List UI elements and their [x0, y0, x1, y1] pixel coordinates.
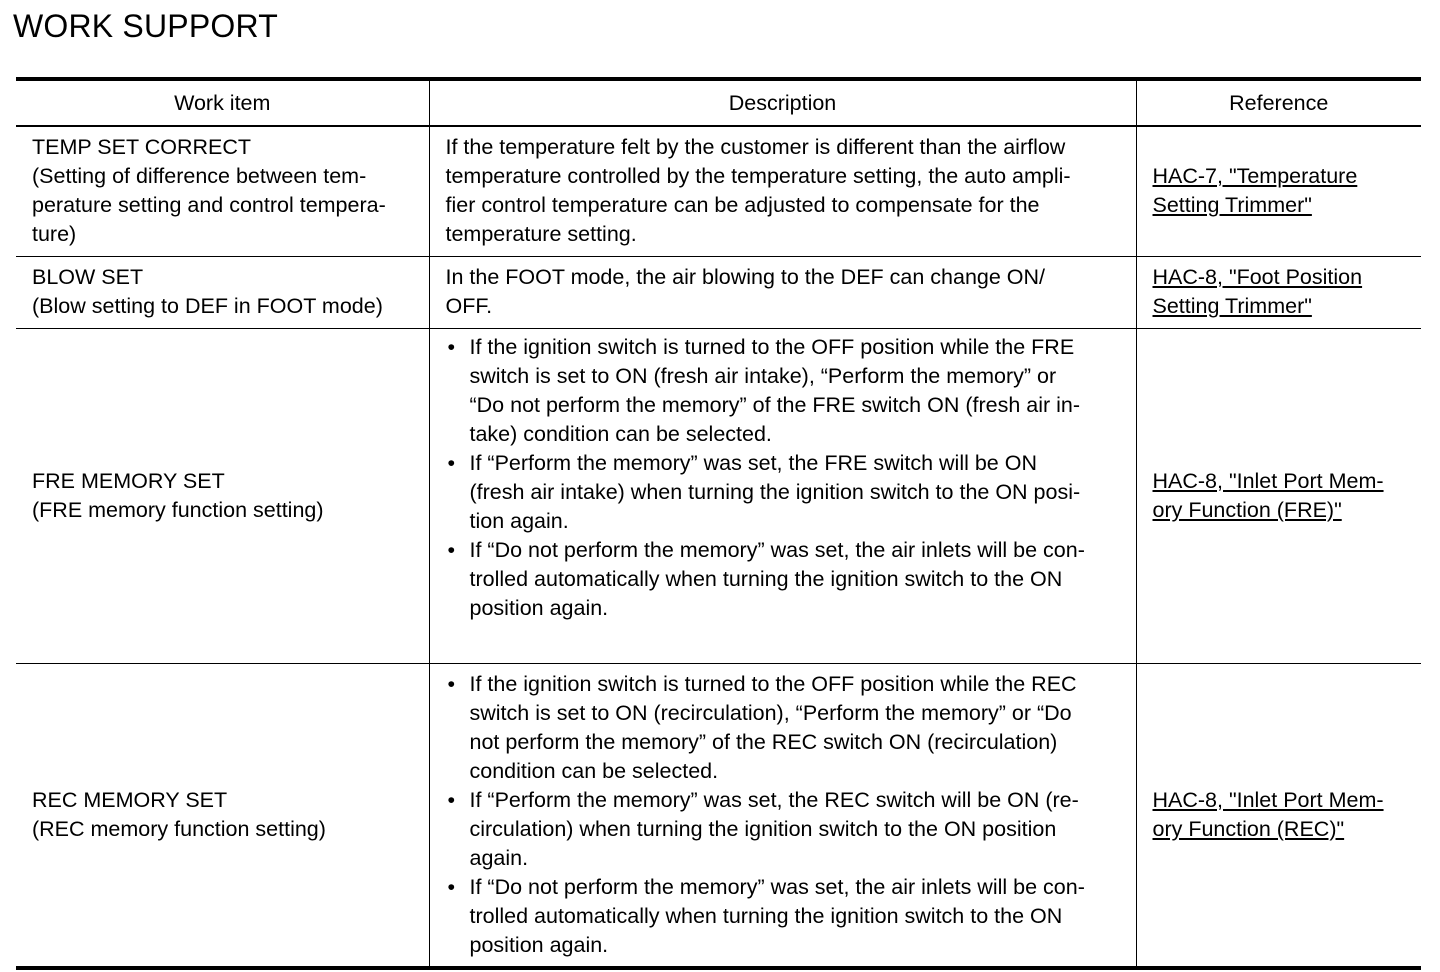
reference-link-text[interactable]: ory Function (REC)" [1152, 816, 1345, 841]
bullet-item [446, 449, 1126, 536]
bullet-text: trolled automatically when turning the ignition switch to the ON [469, 567, 1063, 591]
bullet-text: position again. [469, 932, 609, 957]
table-row [16, 329, 1421, 664]
description-cell [429, 126, 1136, 257]
work-item-cell [16, 664, 429, 969]
bullet-text: • If “Do not perform the memory” was set, the air inlets will be con- [469, 874, 1085, 899]
reference-link-text[interactable]: HAC-8, "Inlet Port Mem- [1152, 787, 1384, 812]
description-text: fier control temperature can be adjusted to compensate for the [445, 193, 1040, 217]
work-item-name: FRE MEMORY SET [32, 468, 225, 493]
bullet-text: • If the ignition switch is turned to the OFF position while the REC [469, 671, 1077, 696]
bullet-text: • If “Perform the memory” was set, the REC switch will be ON (re- [469, 787, 1079, 812]
bullet-text: position again. [469, 596, 609, 620]
reference-cell [1136, 257, 1421, 329]
bullet-text: take) condition can be selected. [469, 422, 772, 446]
bullet-item [446, 333, 1126, 449]
bullet-text: trolled automatically when turning the ignition switch to the ON [469, 903, 1063, 928]
description-cell [429, 329, 1136, 664]
reference-link-inlet-port-memory-fre[interactable] [1153, 467, 1412, 525]
description-text: If the temperature felt by the customer is different than the airflow [445, 135, 1066, 159]
reference-link-text[interactable]: ory Function (FRE)" [1152, 497, 1342, 522]
reference-link-foot-position-setting-trimmer[interactable] [1153, 263, 1412, 321]
work-item-name: TEMP SET CORRECT [32, 135, 252, 159]
reference-link-text[interactable]: HAC-8, "Foot Position [1152, 265, 1363, 289]
work-item-cell [16, 329, 429, 664]
table-row [16, 664, 1421, 969]
description-bullet-list [446, 333, 1126, 623]
header-description: Description [429, 79, 1136, 126]
reference-link-text[interactable]: HAC-7, "Temperature [1152, 164, 1358, 188]
description-cell [429, 257, 1136, 329]
table-row [16, 257, 1421, 329]
bullet-text: not perform the memory” of the REC switch ON (recirculation) [469, 729, 1058, 754]
bullet-text: • If “Perform the memory” was set, the FRE switch will be ON [469, 451, 1037, 475]
work-item-cell [16, 257, 429, 329]
description-text: OFF. [445, 294, 493, 318]
bullet-item [446, 873, 1126, 960]
bullet-text: “Do not perform the memory” of the FRE switch ON (fresh air in- [469, 393, 1081, 417]
reference-cell [1136, 329, 1421, 664]
table-row [16, 126, 1421, 257]
bullet-text: circulation) when turning the ignition switch to the ON position [469, 816, 1057, 841]
bullet-text: • If “Do not perform the memory” was set, the air inlets will be con- [469, 538, 1085, 562]
bullet-text: tion again. [469, 509, 569, 533]
table-header-row [16, 79, 1421, 126]
page-title: WORK SUPPORT [13, 8, 278, 44]
work-item-note: (Blow setting to DEF in FOOT mode) [32, 294, 383, 318]
work-item-name: REC MEMORY SET [32, 787, 228, 812]
work-item-name: BLOW SET [32, 265, 144, 289]
bullet-text: again. [469, 845, 529, 870]
reference-cell [1136, 664, 1421, 969]
bullet-text: (fresh air intake) when turning the ignition switch to the ON posi- [469, 480, 1081, 504]
description-text: temperature controlled by the temperature setting, the auto ampli- [445, 164, 1071, 188]
reference-link-temperature-setting-trimmer[interactable] [1153, 162, 1412, 220]
description-bullet-list [446, 670, 1126, 960]
work-item-note: perature setting and control tempera- [32, 193, 386, 217]
reference-link-text[interactable]: HAC-8, "Inlet Port Mem- [1152, 468, 1384, 493]
work-item-note: ture) [32, 222, 77, 246]
work-support-table [16, 77, 1421, 970]
bullet-text: condition can be selected. [469, 758, 719, 783]
reference-link-text[interactable]: Setting Trimmer" [1152, 193, 1312, 217]
work-item-note: (Setting of difference between tem- [32, 164, 367, 188]
header-work-item: Work item [16, 79, 429, 126]
work-item-note: (FRE memory function setting) [32, 497, 324, 522]
bullet-text: switch is set to ON (recirculation), “Perform the memory” or “Do [469, 700, 1072, 725]
header-reference: Reference [1136, 79, 1421, 126]
bullet-item [446, 786, 1126, 873]
bullet-text: switch is set to ON (fresh air intake), “Perform the memory” or [469, 364, 1057, 388]
work-item-note: (REC memory function setting) [32, 816, 326, 841]
description-cell [429, 664, 1136, 969]
reference-link-inlet-port-memory-rec[interactable] [1153, 786, 1412, 844]
reference-link-text[interactable]: Setting Trimmer" [1152, 294, 1312, 318]
reference-cell [1136, 126, 1421, 257]
bullet-item [446, 670, 1126, 786]
work-item-cell [16, 126, 429, 257]
bullet-text: • If the ignition switch is turned to the OFF position while the FRE [469, 335, 1075, 359]
description-text: temperature setting. [445, 222, 637, 246]
bullet-item [446, 536, 1126, 623]
description-text: In the FOOT mode, the air blowing to the DEF can change ON/ [445, 265, 1046, 289]
